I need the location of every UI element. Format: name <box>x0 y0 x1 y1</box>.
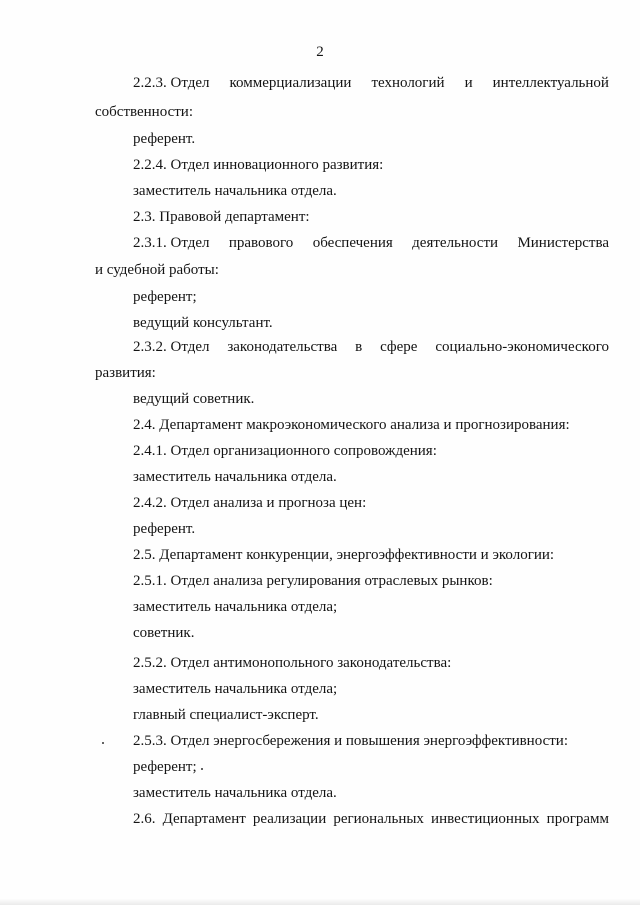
text-line: референт; <box>133 759 197 775</box>
section-heading: 2.4. Департамент макроэкономического анализа и прогнозирования: <box>133 417 570 433</box>
section-2-3-2-heading <box>133 338 609 356</box>
section-heading: 2.5.1. Отдел анализа регулирования отраслевых рынков: <box>133 573 493 589</box>
text-line: референт; <box>133 289 197 305</box>
page-number: 2 <box>316 44 324 60</box>
text-line: референт. <box>133 131 196 147</box>
text-line: советник. <box>133 625 195 641</box>
word: сфере <box>380 339 418 355</box>
text-line: референт. <box>133 521 196 537</box>
word: обеспечения <box>312 235 393 251</box>
word: и <box>464 75 473 91</box>
section-heading: 2.3. Правовой департамент: <box>133 209 310 225</box>
text-line: заместитель начальника отдела. <box>133 785 337 801</box>
text-line: ведущий советник. <box>133 391 255 407</box>
scan-speck <box>102 742 104 744</box>
text-line: главный специалист-эксперт. <box>133 707 319 723</box>
section-2-2-3-heading <box>133 74 609 92</box>
word: программ <box>546 811 609 827</box>
text-line: заместитель начальника отдела. <box>133 469 337 485</box>
text-line: заместитель начальника отдела; <box>133 599 338 615</box>
word: 2.3.2. Отдел <box>133 339 210 355</box>
word: социально-экономического <box>435 339 609 355</box>
section-heading: 2.5. Департамент конкуренции, энергоэффективности и экологии: <box>133 547 555 563</box>
section-heading: 2.5.2. Отдел антимонопольного законодательства: <box>133 655 452 671</box>
scan-speck <box>201 768 203 770</box>
word: правового <box>228 235 294 251</box>
word: технологий <box>371 75 445 91</box>
word: коммерциализации <box>229 75 352 91</box>
section-2-6-heading <box>133 810 609 828</box>
word: в <box>355 339 363 355</box>
word: законодательства <box>227 339 338 355</box>
word: реализации <box>252 811 327 827</box>
text-line: собственности: <box>95 104 193 120</box>
section-heading: 2.4.1. Отдел организационного сопровождения: <box>133 443 437 459</box>
text-line: ведущий консультант. <box>133 315 273 331</box>
word: деятельности <box>412 235 499 251</box>
text-line: заместитель начальника отдела; <box>133 681 338 697</box>
text-line: и судебной работы: <box>95 262 219 278</box>
text-line: развития: <box>95 365 156 381</box>
word: 2.2.3. Отдел <box>133 75 210 91</box>
word: 2.6. <box>133 811 156 827</box>
word: Департамент <box>162 811 246 827</box>
text-line: заместитель начальника отдела. <box>133 183 337 199</box>
scan-bottom-edge <box>0 898 640 905</box>
section-heading: 2.4.2. Отдел анализа и прогноза цен: <box>133 495 367 511</box>
word: интеллектуальной <box>492 75 609 91</box>
section-2-3-1-heading <box>133 234 609 252</box>
section-heading: 2.5.3. Отдел энергосбережения и повышения энергоэффективности: <box>133 733 568 749</box>
word: Министерства <box>517 235 609 251</box>
word: региональных <box>333 811 424 827</box>
word: инвестиционных <box>431 811 540 827</box>
section-heading: 2.2.4. Отдел инновационного развития: <box>133 157 384 173</box>
word: 2.3.1. Отдел <box>133 235 210 251</box>
